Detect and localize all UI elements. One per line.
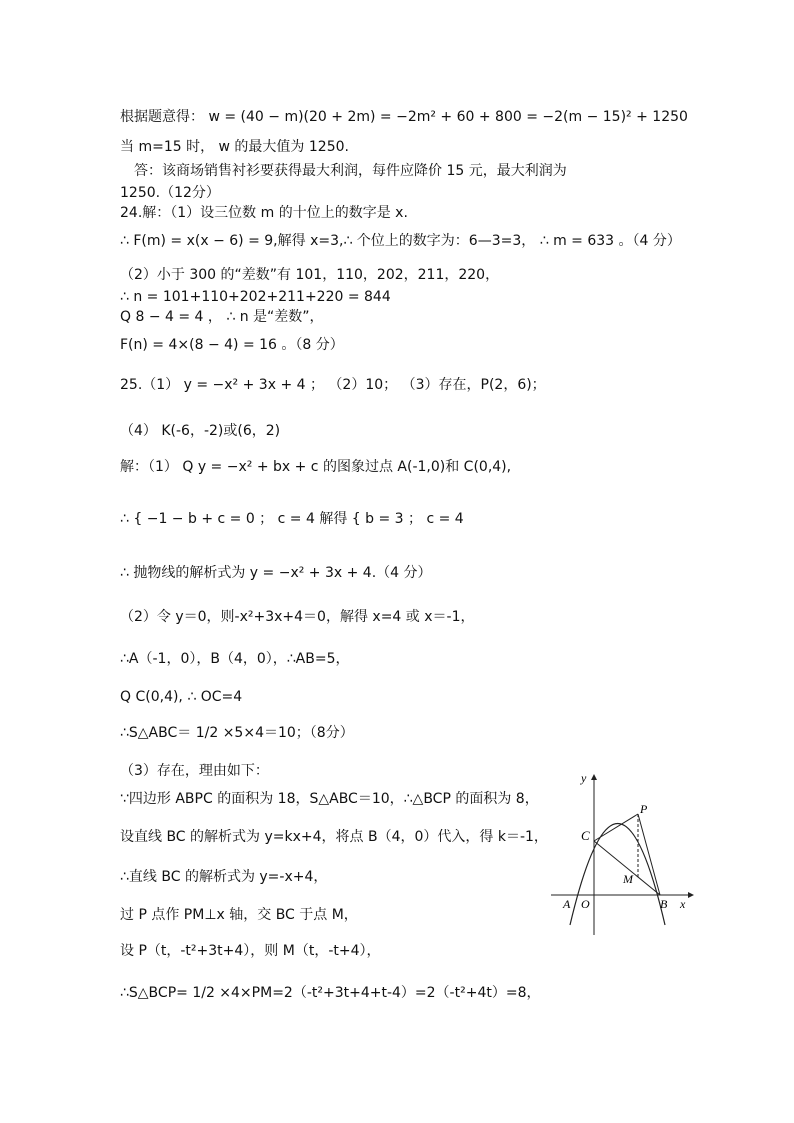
line-12: （4） K(-6，-2)或(6，2)	[120, 423, 281, 439]
line-6: ∴ F(m) = x(x − 6) = 9,解得 x=3,∴ 个位上的数字为：6—3=3， ∴ m = 633 。（4 分）	[120, 233, 681, 249]
x-axis-arrow	[688, 892, 694, 898]
label-a: A	[563, 897, 571, 911]
label-y: y	[581, 771, 587, 785]
segment-cp	[594, 814, 638, 841]
label-x: x	[680, 897, 686, 911]
label-o: O	[581, 897, 590, 911]
line-25: 设 P（t，-t²+3t+4），则 M（t，-t+4），	[120, 943, 381, 959]
line-22: 设直线 BC 的解析式为 y=kx+4，将点 B（4，0）代入，得 k＝-1，	[120, 829, 548, 845]
line-24: 过 P 点作 PM⊥x 轴，交 BC 于点 M，	[120, 907, 358, 923]
line-19: ∴S△ABC＝ 1/2 ×5×4＝10；（8分）	[120, 725, 354, 741]
line-14: ∴ { −1 − b + c = 0 ； c = 4 解得 { b = 3 ； c = 4	[120, 511, 464, 527]
line-18: Q C(0,4), ∴ OC=4	[120, 689, 243, 705]
label-c: C	[581, 828, 590, 843]
line-26: ∴S△BCP= 1/2 ×4×PM=2（-t²+3t+4+t-4）=2（-t²+4t）=8，	[120, 985, 541, 1001]
line-21: ∵四边形 ABPC 的面积为 18，S△ABC＝10，∴△BCP 的面积为 8，	[120, 791, 539, 807]
label-m: M	[623, 872, 633, 886]
line-11: 25.（1） y = −x² + 3x + 4 ； （2）10； （3）存在，P(2，6)；	[120, 377, 546, 393]
label-b: B	[660, 897, 668, 911]
line-1: 根据题意得： w = (40 − m)(20 + 2m) = −2m² + 60 + 800 = −2(m − 15)² + 1250	[120, 109, 688, 125]
line-8: ∴ n = 101+110+202+211+220 = 844	[120, 289, 391, 305]
line-10: F(n) = 4×(8 − 4) = 16 。（8 分）	[120, 337, 344, 353]
parabola-figure	[548, 770, 698, 940]
line-4: 1250.（12分）	[120, 185, 220, 201]
label-p: P	[640, 802, 648, 816]
line-2: 当 m=15 时， w 的最大值为 1250.	[120, 139, 349, 155]
line-7: （2）小于 300 的“差数”有 101，110，202，211，220，	[120, 267, 500, 283]
line-23: ∴直线 BC 的解析式为 y=-x+4，	[120, 869, 328, 885]
line-17: ∴A（-1，0），B（4，0），∴AB=5，	[120, 651, 350, 667]
line-5: 24.解：（1）设三位数 m 的十位上的数字是 x.	[120, 205, 408, 221]
y-axis-arrow	[591, 774, 597, 780]
line-13: 解：（1） Q y = −x² + bx + c 的图象过点 A(-1,0)和 C(0,4),	[120, 459, 512, 475]
segment-pb	[638, 814, 660, 895]
line-15: ∴ 抛物线的解析式为 y = −x² + 3x + 4.（4 分）	[120, 565, 432, 581]
line-3: 答：该商场销售衬衫要获得最大利润，每件应降价 15 元，最大利润为	[120, 163, 567, 179]
segment-cb	[594, 841, 660, 895]
line-20: （3）存在，理由如下：	[120, 763, 269, 779]
line-9: Q 8 − 4 = 4 ， ∴ n 是“差数”，	[120, 309, 324, 325]
line-16: （2）令 y＝0，则-x²+3x+4＝0，解得 x=4 或 x＝-1，	[120, 609, 475, 625]
